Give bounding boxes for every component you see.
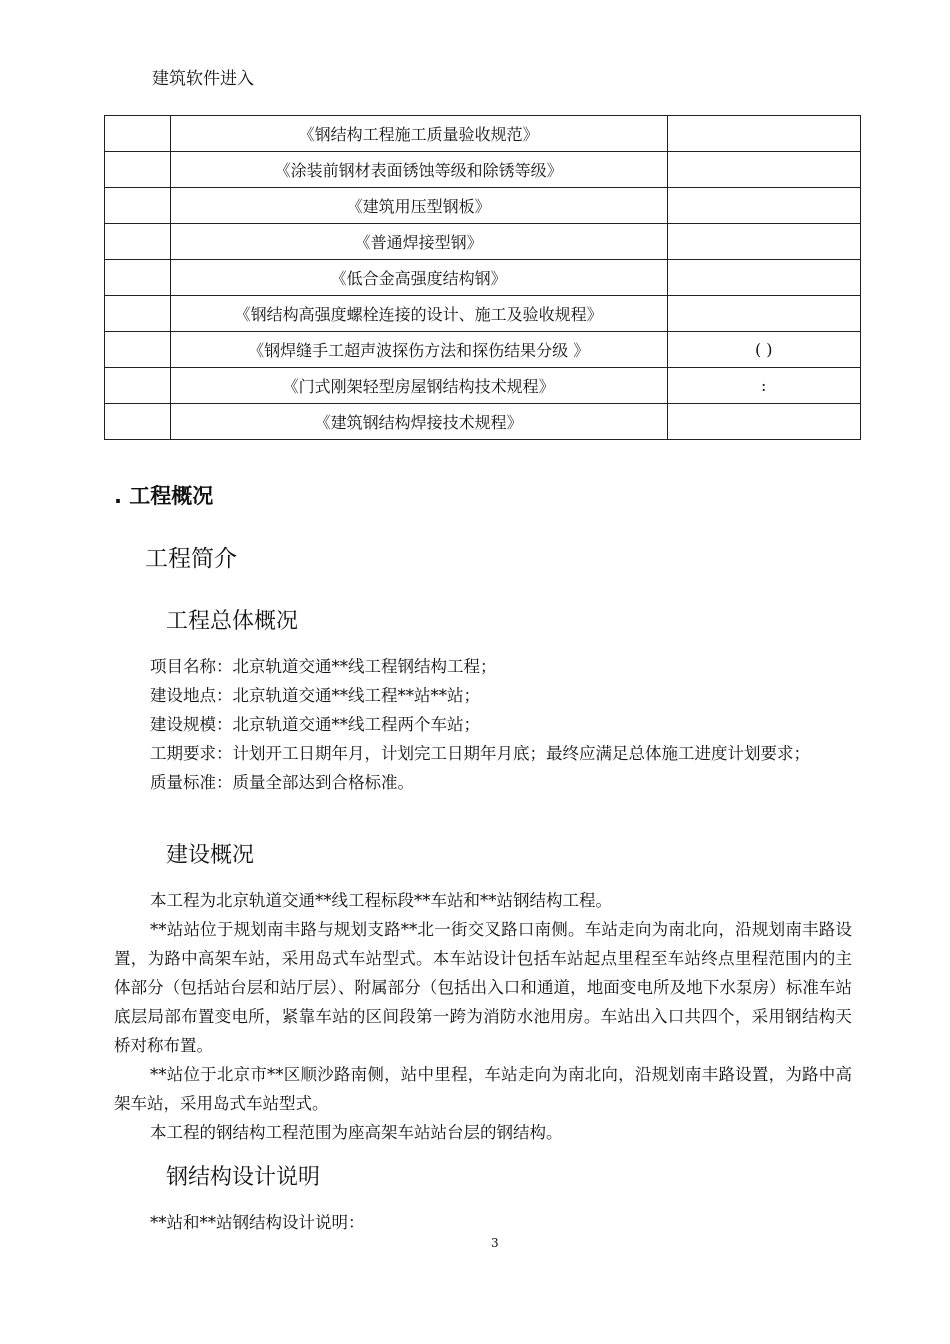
table-row	[105, 296, 861, 332]
table-row	[105, 188, 861, 224]
table-row	[105, 332, 861, 368]
table-row	[105, 152, 861, 188]
steel-design-line: **站和**站钢结构设计说明：	[150, 1213, 365, 1232]
table-cell-code	[667, 404, 861, 440]
table-cell-title: 《建筑钢结构焊接技术规程》	[170, 404, 667, 440]
table-cell-code	[667, 152, 861, 188]
construction-paragraph: 本工程的钢结构工程范围为座高架车站站台层的钢结构。	[150, 1123, 563, 1142]
table-cell-index	[105, 188, 171, 224]
table-cell-index	[105, 368, 171, 404]
table-cell-title: 《钢结构工程施工质量验收规范》	[170, 116, 667, 152]
construction-paragraph: 本工程为北京轨道交通**线工程标段**车站和**站钢结构工程。	[150, 891, 612, 910]
table-cell-index	[105, 296, 171, 332]
table-cell-title: 《门式刚架轻型房屋钢结构技术规程》	[170, 368, 667, 404]
overview-line: 项目名称：北京轨道交通**线工程钢结构工程；	[150, 657, 497, 676]
table-cell-title: 《低合金高强度结构钢》	[170, 260, 667, 296]
construction-paragraph: **站站位于规划南丰路与规划支路**北一街交叉路口南侧。车站走向为南北向，沿规划南丰路设置，为路中高架车站，采用岛式车站型式。本车站设计包括车站起点里程至车站终点里程范围内的主体部分（包括站台层和站厅层）、附属部分（包括出入口和通道，地面变电所及地下水泵房）标准车站底层局部布置变电所，紧靠车站的区间段第一跨为消防水池用房。车站出入口共四个，采用钢结构天桥对称布置。	[114, 920, 852, 1055]
overview-line: 工期要求：计划开工日期年月，计划完工日期年月底；最终应满足总体施工进度计划要求；	[150, 744, 810, 763]
table-cell-title: 《钢结构高强度螺栓连接的设计、施工及验收规程》	[170, 296, 667, 332]
table-row	[105, 404, 861, 440]
header-note: 建筑软件进入	[152, 69, 254, 89]
table-cell-code	[667, 224, 861, 260]
table-cell-code	[667, 116, 861, 152]
table-cell-code	[667, 260, 861, 296]
table-cell-title: 《钢焊缝手工超声波探伤方法和探伤结果分级 》	[170, 332, 667, 368]
overview-block	[114, 652, 852, 797]
overview-line: 建设地点：北京轨道交通**线工程**站**站；	[150, 686, 480, 705]
table-cell-title: 《普通焊接型钢》	[170, 224, 667, 260]
section-heading: . 工程概况	[114, 484, 214, 508]
table-cell-code	[667, 296, 861, 332]
table-cell-index	[105, 260, 171, 296]
table-row	[105, 368, 861, 404]
overview-line: 建设规模：北京轨道交通**线工程两个车站；	[150, 715, 480, 734]
table-cell-index	[105, 116, 171, 152]
steel-design-heading: 钢结构设计说明	[166, 1165, 321, 1190]
overview-line: 质量标准：质量全部达到合格标准。	[150, 773, 414, 792]
construction-block	[114, 886, 852, 1147]
table-cell-code: ( )	[667, 332, 861, 368]
construction-heading: 建设概况	[166, 843, 255, 868]
table-cell-code	[667, 188, 861, 224]
table-row	[105, 116, 861, 152]
standards-table	[104, 115, 861, 440]
table-cell-index	[105, 224, 171, 260]
table-cell-index	[105, 404, 171, 440]
table-cell-code: :	[667, 368, 861, 404]
table-row	[105, 224, 861, 260]
table-cell-title: 《涂装前钢材表面锈蚀等级和除锈等级》	[170, 152, 667, 188]
page-number: 3	[491, 1236, 499, 1250]
table-row	[105, 260, 861, 296]
table-cell-title: 《建筑用压型钢板》	[170, 188, 667, 224]
overview-heading: 工程总体概况	[166, 609, 299, 634]
table-cell-index	[105, 152, 171, 188]
subsection-heading: 工程简介	[145, 546, 237, 572]
table-cell-index	[105, 332, 171, 368]
construction-paragraph: **站位于北京市**区顺沙路南侧，站中里程，车站走向为南北向，沿规划南丰路设置，为路中高架车站，采用岛式车站型式。	[114, 1065, 852, 1113]
steel-design-block	[114, 1208, 852, 1237]
